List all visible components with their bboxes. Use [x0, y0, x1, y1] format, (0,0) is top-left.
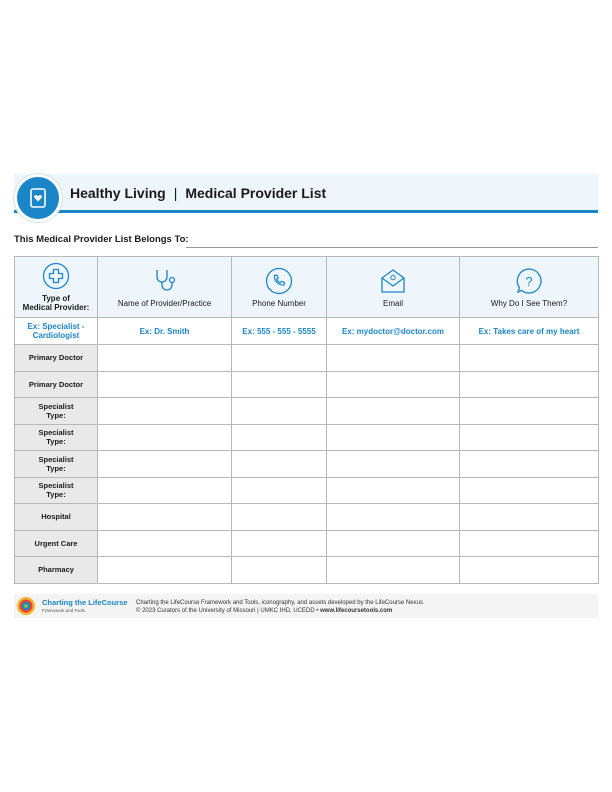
row-type-line2: Type: [46, 490, 66, 500]
row-type-line1: Primary Doctor [28, 353, 84, 363]
provider-name-cell[interactable] [98, 530, 232, 557]
why-cell[interactable] [460, 424, 599, 451]
provider-name-cell[interactable] [98, 398, 232, 425]
why-cell[interactable] [460, 398, 599, 425]
row-type-label [15, 345, 98, 372]
col-type-label-1: Type of [42, 294, 70, 303]
col-phone [232, 257, 327, 318]
col-why-label: Why Do I See Them? [490, 298, 568, 308]
belongs-to-label: This Medical Provider List Belongs To: [14, 234, 189, 245]
page-title [70, 185, 326, 201]
phone-cell[interactable] [232, 424, 327, 451]
col-email [327, 257, 460, 318]
email-cell[interactable] [327, 398, 460, 425]
provider-name-cell[interactable] [98, 504, 232, 531]
phone-cell[interactable] [232, 530, 327, 557]
row-type-label [15, 371, 98, 398]
col-name-label: Name of Provider/Practice [117, 298, 212, 308]
medical-cross-icon [42, 262, 70, 290]
row-type-label [15, 504, 98, 531]
col-why [460, 257, 599, 318]
row-type-line1: Urgent Care [34, 538, 78, 548]
provider-name-cell[interactable] [98, 424, 232, 451]
provider-name-cell[interactable] [98, 371, 232, 398]
example-type-line2: Cardiologist [32, 331, 80, 340]
table-header-row [15, 257, 599, 318]
footer-text [136, 599, 423, 615]
row-type-label [15, 424, 98, 451]
example-type [15, 318, 98, 345]
footer-copyright: © 2023 Curators of the University of Missouri | UMKC IHD, UCEDD • [136, 608, 321, 614]
col-phone-label: Phone Number [252, 298, 306, 308]
table-row [15, 530, 599, 557]
table-row [15, 504, 599, 531]
footer-link[interactable]: www.lifecoursetools.com [320, 608, 393, 614]
why-cell[interactable] [460, 371, 599, 398]
question-bubble-icon [515, 267, 543, 295]
phone-icon [265, 267, 293, 295]
provider-name-cell[interactable] [98, 345, 232, 372]
provider-name-cell[interactable] [98, 477, 232, 504]
email-cell[interactable] [327, 557, 460, 584]
title-part2: Medical Provider List [185, 185, 327, 201]
why-cell[interactable] [460, 557, 599, 584]
row-type-line1: Specialist [38, 481, 74, 491]
table-row [15, 371, 599, 398]
row-type-line1: Specialist [38, 454, 74, 464]
footer-brand: Charting the LifeCourse [42, 598, 128, 607]
phone-cell[interactable] [232, 504, 327, 531]
phone-cell[interactable] [232, 398, 327, 425]
footer-line1: Charting the LifeCourse Framework and Tools, iconography, and assets developed by the LifeCourse Nexus [136, 600, 423, 606]
col-name [98, 257, 232, 318]
email-cell[interactable] [327, 504, 460, 531]
footer [14, 594, 598, 618]
footer-line2 [136, 607, 423, 615]
row-type-label [15, 398, 98, 425]
row-type-line1: Specialist [38, 401, 74, 411]
row-type-line1: Pharmacy [38, 565, 74, 575]
phone-cell[interactable] [232, 557, 327, 584]
row-type-line1: Hospital [41, 512, 71, 522]
table-row [15, 345, 599, 372]
row-type-label [15, 477, 98, 504]
provider-name-cell[interactable] [98, 557, 232, 584]
row-type-line1: Primary Doctor [28, 379, 84, 389]
email-cell[interactable] [327, 424, 460, 451]
row-type-label [15, 451, 98, 478]
footer-brand-sub: Framework and Tools [42, 608, 85, 613]
row-type-line2: Type: [46, 463, 66, 473]
phone-cell[interactable] [232, 345, 327, 372]
row-type-line1: Specialist [38, 428, 74, 438]
table-row [15, 424, 599, 451]
why-cell[interactable] [460, 530, 599, 557]
row-type-label [15, 557, 98, 584]
phone-cell[interactable] [232, 371, 327, 398]
email-cell[interactable] [327, 371, 460, 398]
title-separator: | [173, 185, 178, 201]
why-cell[interactable] [460, 477, 599, 504]
title-part1: Healthy Living [70, 185, 166, 201]
row-type-line2: Type: [46, 410, 66, 420]
svg-text:?: ? [525, 273, 533, 289]
col-type [15, 257, 98, 318]
table-row [15, 477, 599, 504]
why-cell[interactable] [460, 451, 599, 478]
row-type-line2: Type: [46, 437, 66, 447]
example-email: Ex: mydoctor@doctor.com [327, 318, 460, 345]
table-row [15, 451, 599, 478]
phone-cell[interactable] [232, 451, 327, 478]
stethoscope-icon [151, 267, 179, 295]
belongs-to-field [14, 234, 598, 248]
lifecourse-logo-icon [16, 596, 36, 616]
example-type-line1: Ex: Specialist - [27, 322, 85, 331]
heart-tablet-icon [14, 174, 62, 222]
why-cell[interactable] [460, 345, 599, 372]
email-cell[interactable] [327, 530, 460, 557]
phone-cell[interactable] [232, 477, 327, 504]
email-cell[interactable] [327, 477, 460, 504]
email-cell[interactable] [327, 451, 460, 478]
provider-table [14, 256, 599, 584]
col-type-label-2: Medical Provider: [22, 303, 90, 312]
email-icon [379, 267, 407, 295]
table-row [15, 398, 599, 425]
why-cell[interactable] [460, 504, 599, 531]
example-why: Ex: Takes care of my heart [460, 318, 599, 345]
email-cell[interactable] [327, 345, 460, 372]
row-type-label [15, 530, 98, 557]
table-row [15, 557, 599, 584]
col-email-label: Email [382, 298, 403, 308]
belongs-to-input[interactable] [186, 247, 598, 248]
example-phone: Ex: 555 - 555 - 5555 [232, 318, 327, 345]
example-row [15, 318, 599, 345]
example-name: Ex: Dr. Smith [98, 318, 232, 345]
provider-name-cell[interactable] [98, 451, 232, 478]
